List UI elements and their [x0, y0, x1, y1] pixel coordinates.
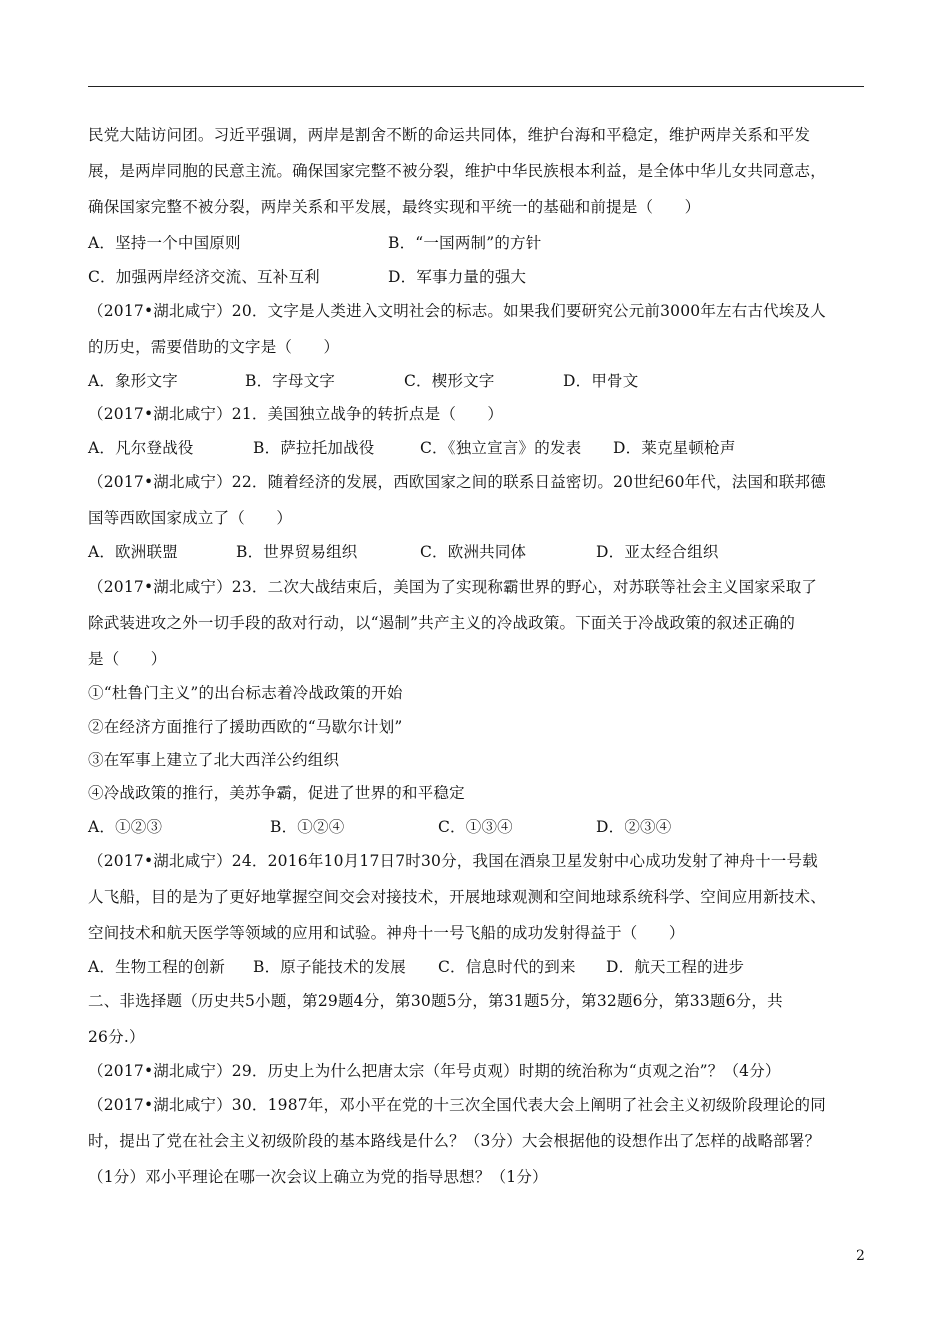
option-a: A．①②③ [88, 818, 163, 836]
question-text: 国等西欧国家成立了（ ） [88, 509, 293, 527]
option-b: B．①②④ [270, 818, 345, 836]
header-rule [88, 86, 864, 87]
option-c: C．①③④ [438, 818, 513, 836]
question-text: （2017•湖北咸宁）24．2016年10月17日7时30分，我国在酒泉卫星发射中心成功发射了神舟十一号载 [88, 852, 818, 870]
question-text: 除武装进攻之外一切手段的敌对行动，以“遏制”共产主义的冷战政策。下面关于冷战政策的叙述正确的 [88, 614, 796, 632]
option-a: A．欧洲联盟 [88, 543, 178, 561]
option-b: B．世界贸易组织 [236, 543, 358, 561]
option-a: A．凡尔登战役 [88, 439, 194, 457]
option-a: A．坚持一个中国原则 [88, 234, 241, 252]
question-text: （2017•湖北咸宁）29．历史上为什么把唐太宗（年号贞观）时期的统治称为“贞观之治”？（4分） [88, 1062, 781, 1080]
question-text: 人飞船，目的是为了更好地掌握空间交会对接技术，开展地球观测和空间地球系统科学、空间应用新技术、 [88, 888, 826, 906]
option-b: B．萨拉托加战役 [253, 439, 375, 457]
question-text: 展，是两岸同胞的民意主流。确保国家完整不被分裂，维护中华民族根本利益，是全体中华儿女共同意志， [88, 162, 826, 180]
page-number: 2 [856, 1248, 865, 1264]
option-d: D．甲骨文 [563, 372, 639, 390]
section-heading: 二、非选择题（历史共5小题，第29题4分，第30题5分，第31题5分，第32题6分，第33题6分，共 [88, 992, 783, 1010]
question-text: （1分）邓小平理论在哪一次会议上确立为党的指导思想？（1分） [88, 1168, 548, 1186]
question-text: 是（ ） [88, 650, 167, 668]
option-a: A．生物工程的创新 [88, 958, 225, 976]
statement: ②在经济方面推行了援助西欧的“马歇尔计划” [88, 718, 403, 736]
question-text: （2017•湖北咸宁）30．1987年，邓小平在党的十三次全国代表大会上阐明了社会主义初级阶段理论的同 [88, 1096, 826, 1114]
option-a: A．象形文字 [88, 372, 178, 390]
question-text: 的历史，需要借助的文字是（ ） [88, 338, 340, 356]
statement: ③在军事上建立了北大西洋公约组织 [88, 751, 340, 769]
question-text: （2017•湖北咸宁）22．随着经济的发展，西欧国家之间的联系日益密切。20世纪60年代，法国和联邦德 [88, 473, 826, 491]
option-d: D．亚太经合组织 [596, 543, 719, 561]
option-c: C．加强两岸经济交流、互补互利 [88, 268, 320, 286]
section-heading: 26分.） [88, 1028, 145, 1046]
option-d: D．军事力量的强大 [388, 268, 527, 286]
question-text: 空间技术和航天医学等领域的应用和试验。神舟十一号飞船的成功发射得益于（ ） [88, 924, 685, 942]
option-b: B．“一国两制”的方针 [388, 234, 542, 252]
question-text: 时，提出了党在社会主义初级阶段的基本路线是什么？（3分）大会根据他的设想作出了怎样的战略部署？ [88, 1132, 821, 1150]
option-c: C．楔形文字 [404, 372, 495, 390]
option-c: C．欧洲共同体 [420, 543, 527, 561]
statement: ①“杜鲁门主义”的出台标志着冷战政策的开始 [88, 684, 403, 702]
question-text: （2017•湖北咸宁）21．美国独立战争的转折点是（ ） [88, 405, 504, 423]
option-b: B．字母文字 [245, 372, 336, 390]
option-d: D．莱克星顿枪声 [613, 439, 736, 457]
option-b: B．原子能技术的发展 [253, 958, 406, 976]
statement: ④冷战政策的推行，美苏争霸，促进了世界的和平稳定 [88, 784, 465, 802]
question-text: 民党大陆访问团。习近平强调，两岸是割舍不断的命运共同体，维护台海和平稳定，维护两岸关系和平发 [88, 126, 811, 144]
option-c: C．信息时代的到来 [438, 958, 576, 976]
question-text: （2017•湖北咸宁）20．文字是人类进入文明社会的标志。如果我们要研究公元前3000年左右古代埃及人 [88, 302, 826, 320]
option-d: D．航天工程的进步 [606, 958, 745, 976]
option-d: D．②③④ [596, 818, 672, 836]
question-text: 确保国家完整不被分裂，两岸关系和平发展，最终实现和平统一的基础和前提是（ ） [88, 198, 701, 216]
option-c: C．《独立宣言》的发表 [420, 439, 582, 457]
question-text: （2017•湖北咸宁）23．二次大战结束后，美国为了实现称霸世界的野心，对苏联等社会主义国家采取了 [88, 578, 818, 596]
